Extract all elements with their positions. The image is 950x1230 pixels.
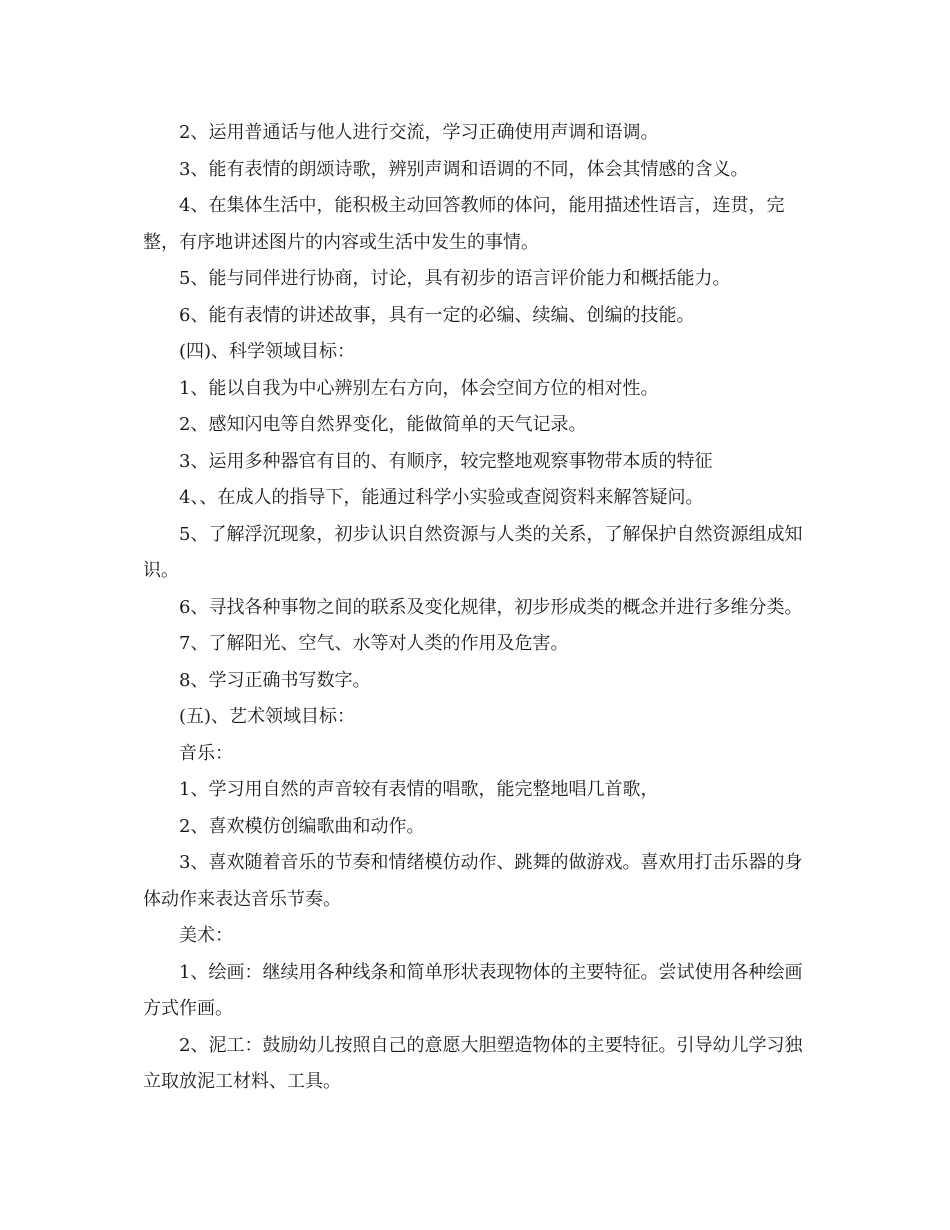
paragraph-language-goal-4: 4、在集体生活中，能积极主动回答教师的体问，能用描述性语言，连贯，完整，有序地讲述图片的内容或生活中发生的事情。 [143,195,785,253]
paragraph-art-goal-2: 2、泥工：鼓励幼儿按照自己的意愿大胆塑造物体的主要特征。引导幼儿学习独立取放泥工材料、工具。 [143,1034,803,1092]
paragraph-science-goal-8: 8、学习正确书写数字。 [179,669,371,691]
document-body [143,115,813,1101]
paragraph-science-goal-1: 1、能以自我为中心辨别左右方向，体会空间方位的相对性。 [179,377,659,399]
paragraph-language-goal-3: 3、能有表情的朗颂诗歌，辨别声调和语调的不同，体会其情感的含义。 [179,158,749,180]
paragraph-language-goal-2: 2、运用普通话与他人进行交流，学习正确使用声调和语调。 [179,122,659,143]
paragraph-music-goal-1: 1、学习用自然的声音较有表情的唱歌，能完整地唱几首歌， [179,779,659,800]
paragraph-science-goal-3: 3、运用多种器官有目的、有顺序，较完整地观察事物带本质的特征 [179,450,713,472]
subheading-music: 音乐： [179,742,233,764]
paragraph-science-goal-2: 2、感知闪电等自然界变化，能做简单的天气记录。 [179,414,587,435]
paragraph-science-goal-6: 6、寻找各种事物之间的联系及变化规律，初步形成类的概念并进行多维分类。 [179,596,803,618]
paragraph-music-goal-2: 2、喜欢模仿创编歌曲和动作。 [179,815,425,837]
paragraph-art-goal-1: 1、绘画：继续用各种线条和简单形状表现物体的主要特征。尝试使用各种绘画方式作画。 [143,961,803,1019]
paragraph-science-goal-4: 4、、在成人的指导下，能通过科学小实验或查阅资料来解答疑问。 [179,487,704,508]
paragraph-science-goal-7: 7、了解阳光、空气、水等对人类的作用及危害。 [179,633,569,654]
section-heading-science: (四)、科学领域目标： [179,341,356,362]
paragraph-language-goal-5: 5、能与同伴进行协商，讨论，具有初步的语言评价能力和概括能力。 [179,268,731,289]
section-heading-art: (五)、艺术领域目标： [179,706,356,727]
paragraph-science-goal-5: 5、了解浮沉现象，初步认识自然资源与人类的关系，了解保护自然资源组成知识。 [143,523,803,581]
paragraph-music-goal-3: 3、喜欢随着音乐的节奏和情绪模仿动作、跳舞的做游戏。喜欢用打击乐器的身体动作来表达音乐节奏。 [143,852,803,910]
paragraph-language-goal-6: 6、能有表情的讲述故事，具有一定的必编、续编、创编的技能。 [179,304,695,326]
subheading-fine-art: 美术： [179,925,233,946]
